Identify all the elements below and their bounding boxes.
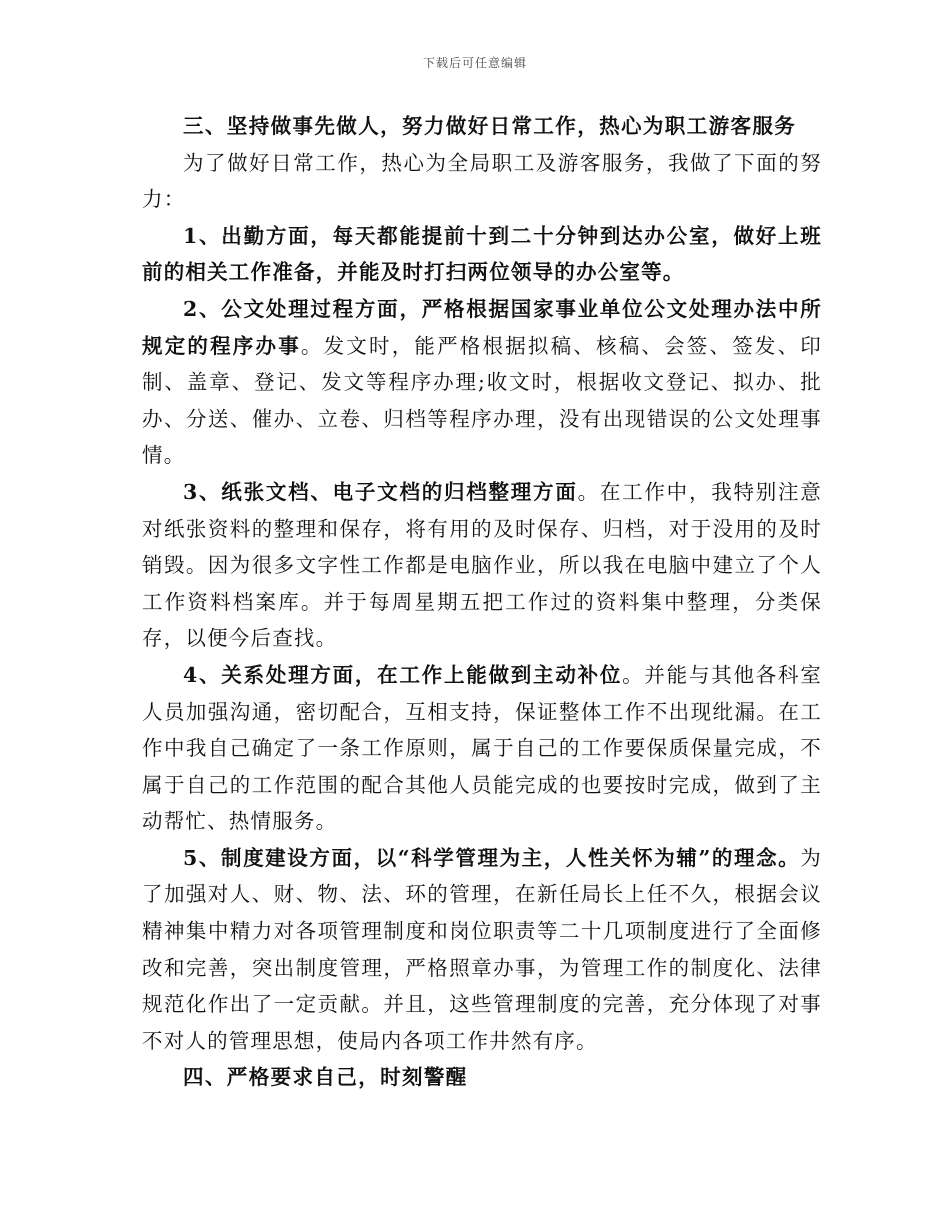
intro-paragraph: 为了做好日常工作，热心为全局职工及游客服务，我做了下面的努力： <box>142 150 822 212</box>
item-relations <box>142 657 822 840</box>
item-attendance-lead: 1、出勤方面，每天都能提前十到二十分钟到达办公室，做好上班前的相关工作准备，并能及时打扫两位领导的办公室等。 <box>142 223 822 285</box>
item-archiving <box>142 474 822 657</box>
item-system-building-lead: 5、制度建设方面，以“科学管理为主，人性关怀为辅”的理念。 <box>183 845 801 870</box>
section-heading-3: 三、坚持做事先做人，努力做好日常工作，热心为职工游客服务 <box>183 114 797 138</box>
item-system-building-text: 为了加强对人、财、物、法、环的管理，在新任局长上任不久，根据会议精神集中精力对各项管理制度和岗位职责等二十几项制度进行了全面修改和完善，突出制度管理，严格照章办事，为管理工作的制度化、法律规范化作出了一定贡献。并且，这些管理制度的完善，充分体现了对事不对人的管理思想，使局内各项工作井然有序。 <box>142 845 822 1053</box>
item-document-processing <box>142 291 822 474</box>
document-body <box>142 108 822 1096</box>
section-heading-4: 四、严格要求自己，时刻警醒 <box>183 1065 468 1090</box>
item-system-building <box>142 840 822 1060</box>
item-relations-text: 。并能与其他各科室人员加强沟通，密切配合，互相支持，保证整体工作不出现纰漏。在工作中我自己确定了一条工作原则，属于自己的工作要保质保量完成，不属于自己的工作范围的配合其他人员能完成的也要按时完成，做到了主动帮忙、热情服务。 <box>142 662 822 834</box>
item-relations-lead: 4、关系处理方面，在工作上能做到主动补位 <box>183 662 623 687</box>
item-document-processing-text: 。发文时，能严格根据拟稿、核稿、会签、签发、印制、盖章、登记、发文等程序办理;收文时，根据收文登记、拟办、批办、分送、催办、立卷、归档等程序办理，没有出现错误的公文处理事情。 <box>142 333 822 468</box>
item-archiving-text: 。在工作中，我特别注意对纸张资料的整理和保存，将有用的及时保存、归档，对于没用的及时销毁。因为很多文字性工作都是电脑作业，所以我在电脑中建立了个人工作资料档案库。并于每周星期五把工作过的资料集中整理，分类保存，以便今后查找。 <box>142 479 822 651</box>
item-archiving-lead: 3、纸张文档、电子文档的归档整理方面 <box>183 479 578 504</box>
item-attendance <box>142 218 822 291</box>
item-document-processing-lead: 2、公文处理过程方面，严格根据国家事业单位公文处理办法中所规定的程序办事 <box>142 296 822 358</box>
page-header: 下载后可任意编辑 <box>422 56 527 70</box>
